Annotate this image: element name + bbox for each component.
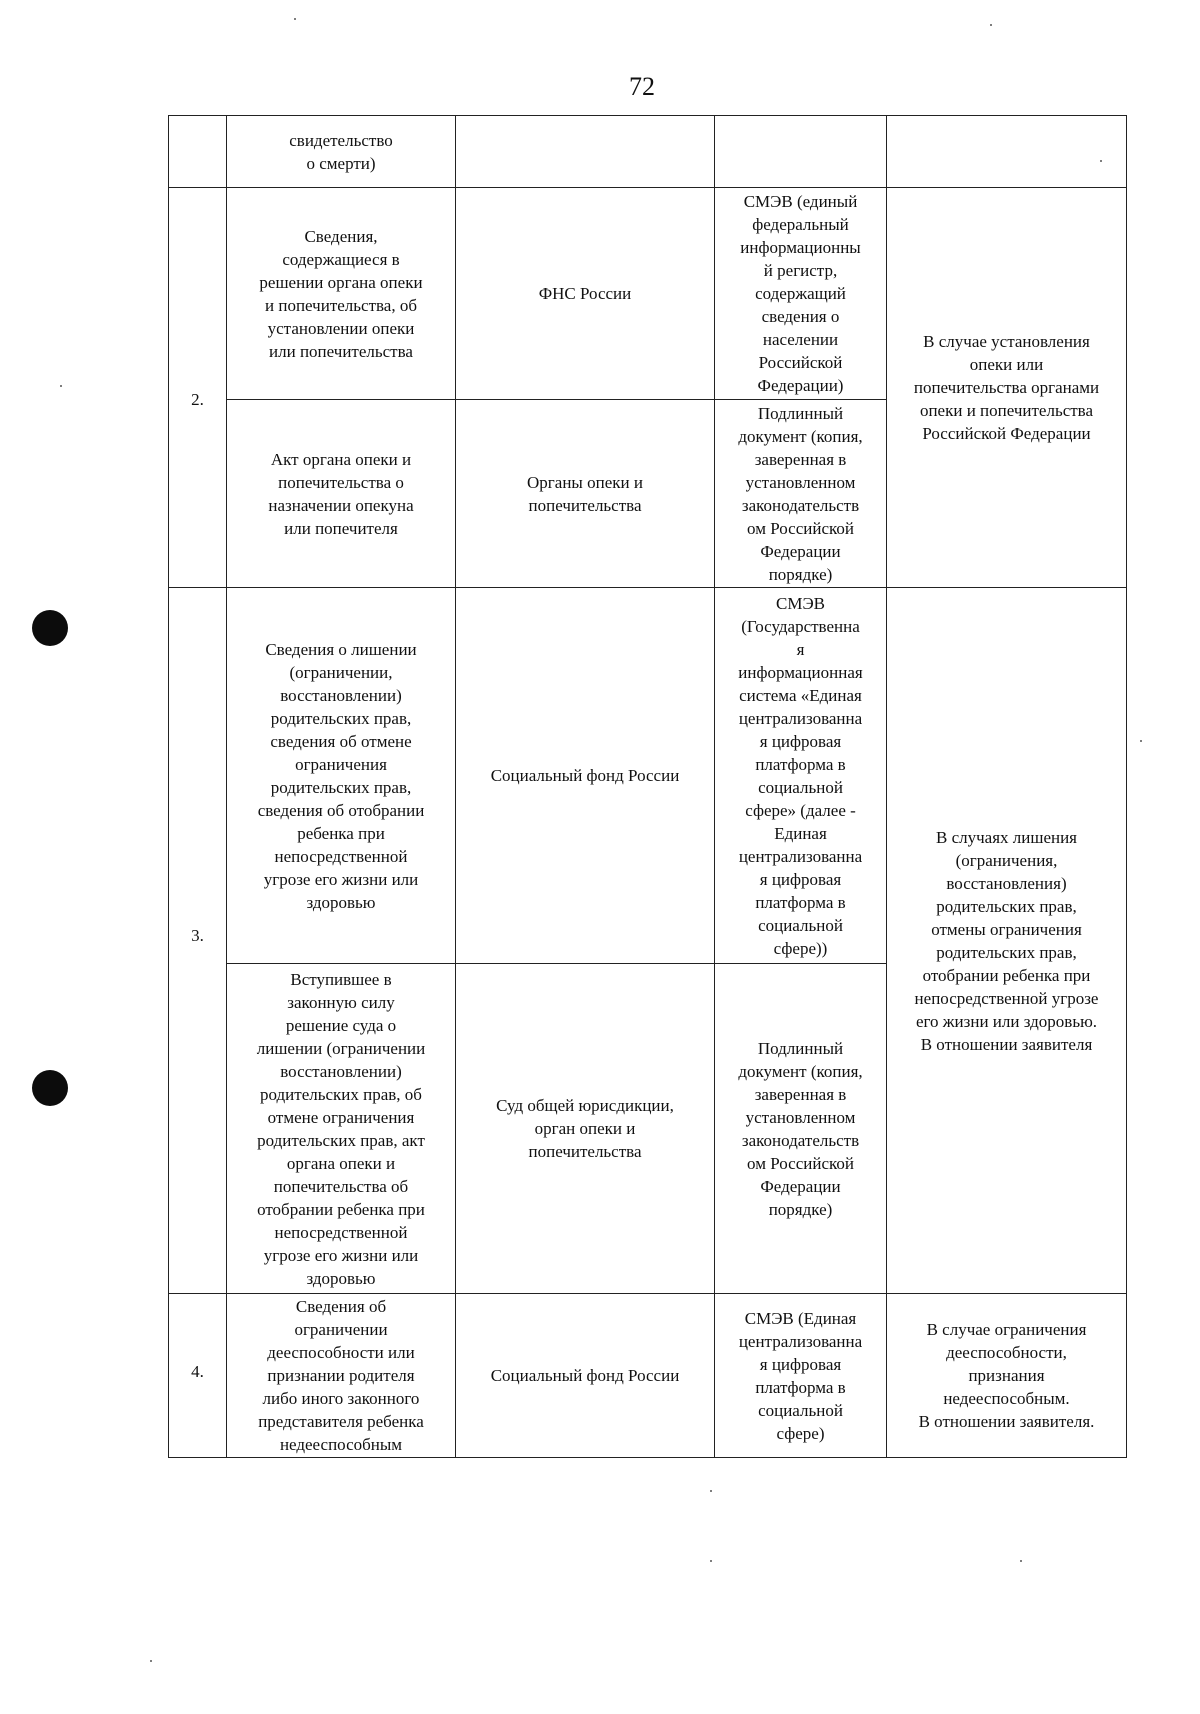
- info-text: Сведения, содержащиеся в решении органа опеки и попечительства, об установлении опеки или попечительства: [259, 226, 423, 361]
- source-cell: [456, 116, 715, 188]
- note-cell: [887, 116, 1127, 188]
- source-text: Органы опеки и попечительства: [527, 472, 643, 515]
- note-cell: [887, 588, 1127, 1294]
- scan-speck: [990, 24, 992, 26]
- format-text: СМЭВ (Государственна я информационная система «Единая централизованна я цифровая платформа в социальной сфере» (далее - Единая централизованна я цифровая платформа в социальной сфере)): [738, 593, 863, 958]
- info-text: Вступившее в законную силу решение суда о лишении (ограничении восстановлении) родительских прав, об отмене ограничения родительских прав, акт органа опеки и попечительства об отобрании ребенка при непосредственной угрозе его жизни или здоровью: [256, 969, 426, 1288]
- table-row-4: [169, 1294, 1127, 1458]
- source-text: Социальный фонд России: [490, 766, 680, 785]
- format-text: Подлинный документ (копия, заверенная в установленном законодательств ом Российской Федерации порядке): [738, 1038, 863, 1219]
- punch-hole: [32, 1070, 68, 1106]
- source-text: Социальный фонд России: [490, 1366, 680, 1385]
- format-cell: [715, 188, 887, 400]
- row-number-cell: [169, 188, 227, 588]
- format-cell: [715, 116, 887, 188]
- format-text: СМЭВ (Единая централизованна я цифровая платформа в социальной сфере): [738, 1308, 863, 1443]
- table-row-3a: [169, 588, 1127, 964]
- info-text: Сведения о лишении (ограничении, восстановлении) родительских прав, сведения об отмене ограничения родительских прав, сведения об отобрании ребенка при непосредственной угрозе его жизни или здоровью: [257, 639, 425, 912]
- format-cell: [715, 964, 887, 1294]
- scan-speck: [1100, 160, 1102, 162]
- scan-speck: [150, 1660, 152, 1662]
- scan-speck: [294, 18, 296, 20]
- row-number: 2.: [191, 390, 204, 409]
- page-number: 72: [629, 72, 655, 101]
- row-number-cell: [169, 116, 227, 188]
- scan-speck: [710, 1560, 712, 1562]
- table-row-continuation: [169, 116, 1127, 188]
- note-cell: [887, 188, 1127, 588]
- info-text: Сведения об ограничении дееспособности или признании родителя либо иного законного представителя ребенка недееспособным: [258, 1297, 424, 1454]
- scan-speck: [1140, 740, 1142, 742]
- format-cell: [715, 400, 887, 588]
- format-cell: [715, 588, 887, 964]
- scan-speck: [710, 1490, 712, 1492]
- info-cell: [227, 1294, 456, 1458]
- info-text: Акт органа опеки и попечительства о назначении опекуна или попечителя: [268, 449, 414, 538]
- table-row-2a: [169, 188, 1127, 400]
- format-cell: [715, 1294, 887, 1458]
- scan-speck: [60, 385, 62, 387]
- info-cell: [227, 188, 456, 400]
- row-number: 3.: [191, 926, 204, 945]
- scan-speck: [1020, 1560, 1022, 1562]
- source-cell: [456, 400, 715, 588]
- source-cell: [456, 188, 715, 400]
- info-text: свидетельство о смерти): [289, 130, 393, 173]
- format-text: Подлинный документ (копия, заверенная в установленном законодательств ом Российской Федерации порядке): [738, 403, 863, 584]
- info-cell: [227, 588, 456, 964]
- note-text: В случае установления опеки или попечительства органами опеки и попечительства Российской Федерации: [913, 332, 1100, 443]
- punch-hole: [32, 610, 68, 646]
- info-cell: [227, 400, 456, 588]
- source-cell: [456, 1294, 715, 1458]
- format-text: СМЭВ (единый федеральный информационны й регистр, содержащий сведения о населении Российской Федерации): [740, 192, 861, 395]
- row-number-cell: [169, 588, 227, 1294]
- note-text: В случае ограничения дееспособности, признания недееспособным. В отношении заявителя.: [918, 1320, 1095, 1431]
- source-text: ФНС России: [538, 284, 632, 303]
- info-cell: [227, 116, 456, 188]
- note-cell: [887, 1294, 1127, 1458]
- source-cell: [456, 964, 715, 1294]
- row-number-cell: 4.: [169, 1294, 227, 1458]
- document-table: [168, 115, 1127, 1458]
- note-text: В случаях лишения (ограничения, восстановления) родительских прав, отмены ограничения родительских прав, отобрании ребенка при непосредственной угрозе его жизни или здоровью. В отношении заявителя: [914, 827, 1099, 1054]
- source-text: Суд общей юрисдикции, орган опеки и попечительства: [496, 1096, 674, 1161]
- source-cell: [456, 588, 715, 964]
- info-cell: [227, 964, 456, 1294]
